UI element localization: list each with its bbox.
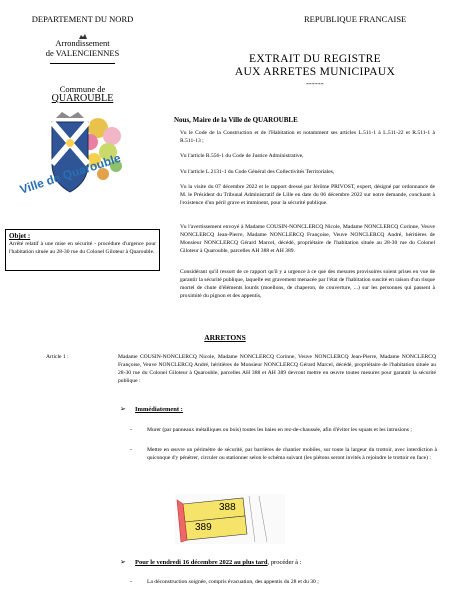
vu-code-construction: Vu le Code de la Construction et de l'Habitation et notamment ses articles L.511-1 à L.511-22 et R.511-1 à R.511-13 ;: [180, 130, 435, 144]
article1-text: Madame COUSIN-NONCLERCQ Nicole, Madame NONCLERCQ Corinne, Veuve NONCLERCQ Jean-Pierre, Madame NONCLERCQ Françoise, Veuve NONCLERCQ André, héritières de Monsieur NONCLERCQ Gérard Marcel, décédé, propriétaire de l'habitation située au 28-30 rue du Colonel Giloteur à Quarouble, parcelles AH 388 et AH 389 devront mettre en œuvre toutes mesures pour garantir la sécurité publique :: [118, 354, 436, 384]
vu-visite-rapport: Vu la visite du 07 décembre 2022 et le rapport dressé par Jérôme PRIVOST, expert, désigné par ordonnance de M. le Président du Tribunal Administratif de Lille en date du 06 décembre 2022 sur notre demande, concluant à l'existence d'un péril grave et imminent, pour la sécurité publique.: [180, 184, 435, 206]
commune-label: Commune de: [59, 84, 106, 94]
measure-deconstruction: La déconstruction soignée, compris évacuation, des appentis du 28 et du 30 ;: [147, 579, 319, 585]
measure-murer: Murer (par panneaux métalliques ou bois) toutes les baies en rez-de-chaussée, afin d'éviter les squats et les intrusions ;: [147, 427, 412, 433]
vu-collectivites: Vu l'article L.2131-1 du Code Général des Collectivités Territoriales,: [180, 169, 335, 175]
arrondissement-label: Arrondissement: [55, 38, 110, 48]
republic-label: REPUBLIQUE FRANCAISE: [304, 14, 407, 24]
objet-label: Objet :: [9, 232, 31, 240]
extract-title-line2: AUX ARRETES MUNICIPAUX: [234, 66, 396, 78]
town-logo-text: Ville de Quarouble: [18, 150, 123, 197]
deadline-heading: Pour le vendredi 16 décembre 2022 au plus tard: [135, 559, 268, 566]
article1-label: Article 1 :: [46, 354, 69, 360]
considerant: Considérant qu'il ressort de ce rapport qu'il y a urgence à ce que des mesures provisoires soient prises en vue de garantir la sécurité publique, laquelle est gravement menacée par l'état de l'habitation suscité en raison d'un risque mortel de chute d'éléments lourds (moellons, de chaperon, de couverture, ...) sur les personnes qui passent à proximité du pignon et des appentis,: [180, 269, 435, 299]
plan-label-389: 389: [195, 522, 212, 533]
dash-bullet-2: -: [130, 447, 132, 453]
mayor-heading: Nous, Maire de la Ville de QUAROUBLE: [174, 116, 298, 124]
immediate-heading: Immédiatement :: [135, 406, 183, 413]
plan-label-388: 388: [219, 502, 236, 513]
objet-box: [5, 229, 160, 271]
vu-avertissement: Vu l'avertissement envoyé à Madame COUSIN-NONCLERCQ Nicole, Madame NONCLERCQ Corinne, Veuve NONCLERCQ Jean-Pierre, Madame NONCLERCQ Françoise, Veuve NONCLERCQ André, héritières de Monsieur NONCLERCQ Gérard Marcel, décédé, propriétaire de l'habitation située au 28-30 rue du Colonel Giloteur à Quarouble, parcelles AH 388 et AH 389.: [180, 224, 435, 254]
extract-title-dashes: ------: [306, 79, 324, 88]
arrow-bullet-icon: ➢: [120, 405, 126, 413]
arrondissement-name: de VALENCIENNES: [45, 48, 120, 58]
vu-justice-administrative: Vu l'article R.556-1 du Code de Justice Administrative,: [180, 153, 304, 159]
measure-perimetre: Mettre en œuvre un périmètre de sécurité, par barrières de chantier mobiles, sur toute la largeur du trottoir, avec interdiction à quiconque d'y pénétrer, circuler ou stationner selon le schéma suivant (les piétons seront invités à rejoindre le trottoir en face) :: [147, 447, 437, 461]
header-emblem: [78, 28, 88, 36]
department-label: DEPARTEMENT DU NORD: [31, 14, 134, 24]
extract-title-line1: EXTRAIT DU REGISTRE: [249, 53, 381, 65]
arretons-heading: ARRETONS: [204, 333, 246, 342]
site-plan-diagram: [175, 494, 285, 544]
objet-text: Arrêté relatif à une mise en sécurité - procédure d'urgence pour l'habitation située au 28-30 rue du Colonel Giloteur à Quarouble.: [9, 241, 156, 255]
arrow-bullet-icon: ➢: [120, 558, 126, 566]
dash-bullet-1: -: [130, 427, 132, 433]
header-separator-1: [50, 63, 115, 64]
dash-bullet-3: -: [130, 579, 132, 585]
commune-name: QUAROUBLE: [51, 93, 114, 104]
deadline-suffix: , procéder à :: [267, 559, 302, 566]
